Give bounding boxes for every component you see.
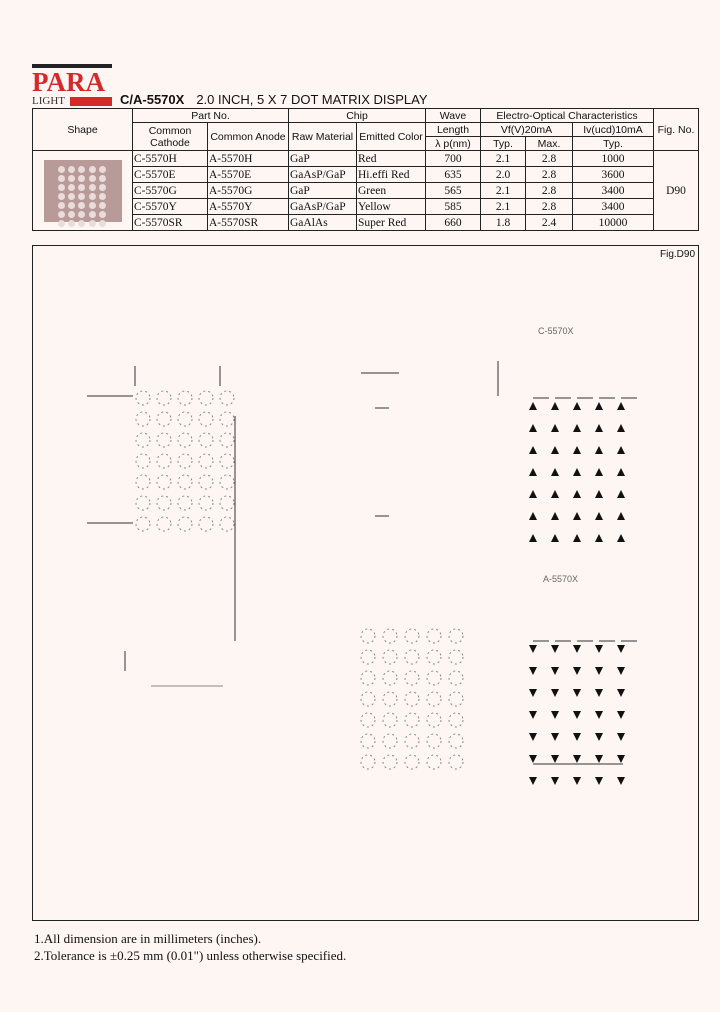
led-dot-outline <box>136 496 150 510</box>
cell-wave: 635 <box>426 167 481 183</box>
led-diode-symbol <box>573 667 581 675</box>
led-diode-symbol <box>573 755 581 763</box>
cell-wave: 660 <box>426 215 481 231</box>
header-lambda: λ p(nm) <box>426 137 481 151</box>
led-dot-outline <box>136 475 150 489</box>
led-diode-symbol <box>573 733 581 741</box>
led-diode-symbol <box>573 777 581 785</box>
cell-anode: A-5570E <box>208 167 289 183</box>
table-row <box>33 151 699 167</box>
led-diode-symbol <box>617 402 625 410</box>
pin-dot-outline <box>449 713 463 727</box>
table-row <box>33 215 699 231</box>
led-diode-symbol <box>551 534 559 542</box>
led-diode-symbol <box>617 534 625 542</box>
led-dot-outline <box>199 475 213 489</box>
cell-iv: 3400 <box>573 183 654 199</box>
led-diode-symbol <box>617 755 625 763</box>
led-diode-symbol <box>573 402 581 410</box>
cell-iv: 1000 <box>573 151 654 167</box>
led-diode-symbol <box>595 512 603 520</box>
led-dot-outline <box>199 496 213 510</box>
cell-vf_typ: 2.1 <box>481 151 526 167</box>
pin-dot-outline <box>383 713 397 727</box>
led-diode-symbol <box>551 468 559 476</box>
document-title: C/A-5570X 2.0 INCH, 5 X 7 DOT MATRIX DISPLAY <box>120 92 428 107</box>
led-diode-symbol <box>551 645 559 653</box>
cell-vf_max: 2.8 <box>526 167 573 183</box>
led-diode-symbol <box>595 711 603 719</box>
led-diode-symbol <box>529 645 537 653</box>
pin-dot-outline <box>449 692 463 706</box>
pin-dot-outline <box>361 734 375 748</box>
led-dot-outline <box>220 454 234 468</box>
led-diode-symbol <box>595 490 603 498</box>
pin-dot-outline <box>361 713 375 727</box>
shape-image <box>33 151 133 231</box>
dimension-drawing <box>33 246 698 920</box>
led-dot-outline <box>178 433 192 447</box>
led-dot-outline <box>178 412 192 426</box>
led-dot-outline <box>220 496 234 510</box>
led-dot-outline <box>220 433 234 447</box>
cell-anode: A-5570H <box>208 151 289 167</box>
led-diode-symbol <box>529 689 537 697</box>
led-diode-symbol <box>595 446 603 454</box>
led-dot-outline <box>178 496 192 510</box>
led-diode-symbol <box>529 777 537 785</box>
pin-dot-outline <box>361 671 375 685</box>
cell-color: Yellow <box>357 199 426 215</box>
anode-schematic-title: A-5570X <box>543 574 579 584</box>
figure-label: Fig.D90 <box>659 249 695 260</box>
cell-color: Red <box>357 151 426 167</box>
led-diode-symbol <box>617 490 625 498</box>
header-vf-max: Max. <box>526 137 573 151</box>
led-diode-symbol <box>617 424 625 432</box>
pin-dot-outline <box>405 629 419 643</box>
pin-dot-outline <box>449 650 463 664</box>
header-color: Emitted Color <box>357 123 426 151</box>
header-vf-typ: Typ. <box>481 137 526 151</box>
led-dot-outline <box>178 454 192 468</box>
cell-cathode: C-5570SR <box>133 215 208 231</box>
led-diode-symbol <box>595 424 603 432</box>
header-vf: Vf(V)20mA <box>481 123 573 137</box>
led-diode-symbol <box>573 512 581 520</box>
pin-dot-outline <box>405 713 419 727</box>
header-chip: Chip <box>289 109 426 123</box>
pin-dot-outline <box>405 755 419 769</box>
note-1: 1.All dimension are in millimeters (inches). <box>34 931 262 946</box>
led-dot-outline <box>136 433 150 447</box>
cell-iv: 3600 <box>573 167 654 183</box>
cell-raw: GaP <box>289 151 357 167</box>
led-dot-outline <box>157 496 171 510</box>
led-diode-symbol <box>617 733 625 741</box>
pin-dot-outline <box>427 671 441 685</box>
header-anode: Common Anode <box>208 123 289 151</box>
table-row <box>33 167 699 183</box>
pin-dot-outline <box>427 734 441 748</box>
led-diode-symbol <box>617 468 625 476</box>
pin-dot-outline <box>449 671 463 685</box>
led-dot-outline <box>220 475 234 489</box>
cell-vf_max: 2.8 <box>526 151 573 167</box>
cell-vf_typ: 2.0 <box>481 167 526 183</box>
led-dot-outline <box>157 517 171 531</box>
led-diode-symbol <box>617 777 625 785</box>
led-diode-symbol <box>617 667 625 675</box>
led-diode-symbol <box>573 490 581 498</box>
cell-anode: A-5570SR <box>208 215 289 231</box>
led-diode-symbol <box>595 645 603 653</box>
led-dot-outline <box>136 517 150 531</box>
cell-vf_max: 2.8 <box>526 183 573 199</box>
led-dot-outline <box>220 517 234 531</box>
led-diode-symbol <box>529 755 537 763</box>
pin-dot-outline <box>361 650 375 664</box>
led-diode-symbol <box>529 667 537 675</box>
led-diode-symbol <box>573 468 581 476</box>
cell-vf_typ: 2.1 <box>481 199 526 215</box>
cell-raw: GaAsP/GaP <box>289 199 357 215</box>
pin-dot-outline <box>383 629 397 643</box>
pin-dot-outline <box>427 692 441 706</box>
led-diode-symbol <box>529 468 537 476</box>
cell-color: Green <box>357 183 426 199</box>
pin-dot-outline <box>427 713 441 727</box>
pin-dot-outline <box>427 755 441 769</box>
cell-wave: 585 <box>426 199 481 215</box>
header-shape: Shape <box>33 109 133 151</box>
led-diode-symbol <box>529 402 537 410</box>
led-diode-symbol <box>617 512 625 520</box>
cell-vf_typ: 1.8 <box>481 215 526 231</box>
table-row <box>33 199 699 215</box>
led-dot-outline <box>157 412 171 426</box>
pin-dot-outline <box>405 650 419 664</box>
led-dot-outline <box>220 412 234 426</box>
cell-vf_max: 2.8 <box>526 199 573 215</box>
header-wave: Wave <box>426 109 481 123</box>
pin-dot-outline <box>449 734 463 748</box>
led-diode-symbol <box>573 689 581 697</box>
led-diode-symbol <box>529 512 537 520</box>
header-eoc: Electro-Optical Characteristics <box>481 109 654 123</box>
led-dot-outline <box>178 475 192 489</box>
pin-dot-outline <box>427 650 441 664</box>
para-light-logo: PARA LIGHT <box>32 64 112 108</box>
led-dot-outline <box>199 517 213 531</box>
led-diode-symbol <box>573 534 581 542</box>
led-diode-symbol <box>551 733 559 741</box>
cell-cathode: C-5570Y <box>133 199 208 215</box>
pin-dot-outline <box>361 755 375 769</box>
pin-dot-outline <box>383 755 397 769</box>
led-dot-outline <box>136 454 150 468</box>
led-diode-symbol <box>573 645 581 653</box>
cell-wave: 565 <box>426 183 481 199</box>
led-diode-symbol <box>595 733 603 741</box>
led-diode-symbol <box>617 446 625 454</box>
cell-anode: A-5570G <box>208 183 289 199</box>
led-dot-outline <box>157 454 171 468</box>
led-diode-symbol <box>551 512 559 520</box>
pin-dot-outline <box>383 734 397 748</box>
led-diode-symbol <box>551 446 559 454</box>
led-diode-symbol <box>551 667 559 675</box>
led-dot-outline <box>199 391 213 405</box>
header-part-no: Part No. <box>133 109 289 123</box>
cathode-schematic-title: C-5570X <box>538 326 574 336</box>
pin-dot-outline <box>449 629 463 643</box>
cell-vf_max: 2.4 <box>526 215 573 231</box>
led-diode-symbol <box>529 733 537 741</box>
led-diode-symbol <box>617 711 625 719</box>
cell-iv: 10000 <box>573 215 654 231</box>
cell-anode: A-5570Y <box>208 199 289 215</box>
led-diode-symbol <box>529 490 537 498</box>
pin-dot-outline <box>427 629 441 643</box>
cell-cathode: C-5570E <box>133 167 208 183</box>
led-dot-outline <box>157 391 171 405</box>
pin-dot-outline <box>405 692 419 706</box>
led-diode-symbol <box>595 755 603 763</box>
cell-cathode: C-5570G <box>133 183 208 199</box>
cell-cathode: C-5570H <box>133 151 208 167</box>
pin-dot-outline <box>449 755 463 769</box>
led-diode-symbol <box>573 446 581 454</box>
pin-dot-outline <box>405 734 419 748</box>
led-dot-outline <box>220 391 234 405</box>
cell-iv: 3400 <box>573 199 654 215</box>
cell-color: Super Red <box>357 215 426 231</box>
led-diode-symbol <box>551 755 559 763</box>
note-2: 2.Tolerance is ±0.25 mm (0.01") unless otherwise specified. <box>34 948 347 963</box>
led-dot-outline <box>199 433 213 447</box>
header-fig-no: Fig. No. <box>654 109 699 151</box>
header-iv-typ: Typ. <box>573 137 654 151</box>
led-diode-symbol <box>551 490 559 498</box>
led-diode-symbol <box>617 689 625 697</box>
led-diode-symbol <box>529 446 537 454</box>
header-length: Length <box>426 123 481 137</box>
table-row <box>33 183 699 199</box>
pin-dot-outline <box>383 650 397 664</box>
pin-dot-outline <box>361 692 375 706</box>
pin-dot-outline <box>361 629 375 643</box>
led-dot-outline <box>178 517 192 531</box>
cell-raw: GaP <box>289 183 357 199</box>
led-diode-symbol <box>595 689 603 697</box>
led-dot-outline <box>136 412 150 426</box>
cell-color: Hi.effi Red <box>357 167 426 183</box>
led-diode-symbol <box>595 534 603 542</box>
cell-wave: 700 <box>426 151 481 167</box>
led-diode-symbol <box>529 711 537 719</box>
led-diode-symbol <box>595 777 603 785</box>
led-dot-outline <box>136 391 150 405</box>
led-diode-symbol <box>573 424 581 432</box>
led-diode-symbol <box>551 711 559 719</box>
spec-table <box>32 108 699 231</box>
pin-dot-outline <box>405 671 419 685</box>
cell-raw: GaAsP/GaP <box>289 167 357 183</box>
led-diode-symbol <box>595 667 603 675</box>
header-iv: Iv(ucd)10mA <box>573 123 654 137</box>
cell-fig-no: D90 <box>654 151 699 231</box>
led-diode-symbol <box>529 424 537 432</box>
led-diode-symbol <box>551 402 559 410</box>
led-dot-outline <box>199 454 213 468</box>
pin-dot-outline <box>383 692 397 706</box>
figure-drawing <box>32 245 699 921</box>
cell-raw: GaAlAs <box>289 215 357 231</box>
led-diode-symbol <box>551 424 559 432</box>
led-diode-symbol <box>617 645 625 653</box>
led-diode-symbol <box>529 534 537 542</box>
header-raw: Raw Material <box>289 123 357 151</box>
notes <box>34 930 346 964</box>
led-diode-symbol <box>551 777 559 785</box>
cell-vf_typ: 2.1 <box>481 183 526 199</box>
pin-dot-outline <box>383 671 397 685</box>
led-diode-symbol <box>551 689 559 697</box>
led-diode-symbol <box>595 402 603 410</box>
led-dot-outline <box>199 412 213 426</box>
led-dot-outline <box>157 433 171 447</box>
led-diode-symbol <box>573 711 581 719</box>
led-dot-outline <box>178 391 192 405</box>
header-cathode: Common Cathode <box>133 123 208 151</box>
led-dot-outline <box>157 475 171 489</box>
led-diode-symbol <box>595 468 603 476</box>
